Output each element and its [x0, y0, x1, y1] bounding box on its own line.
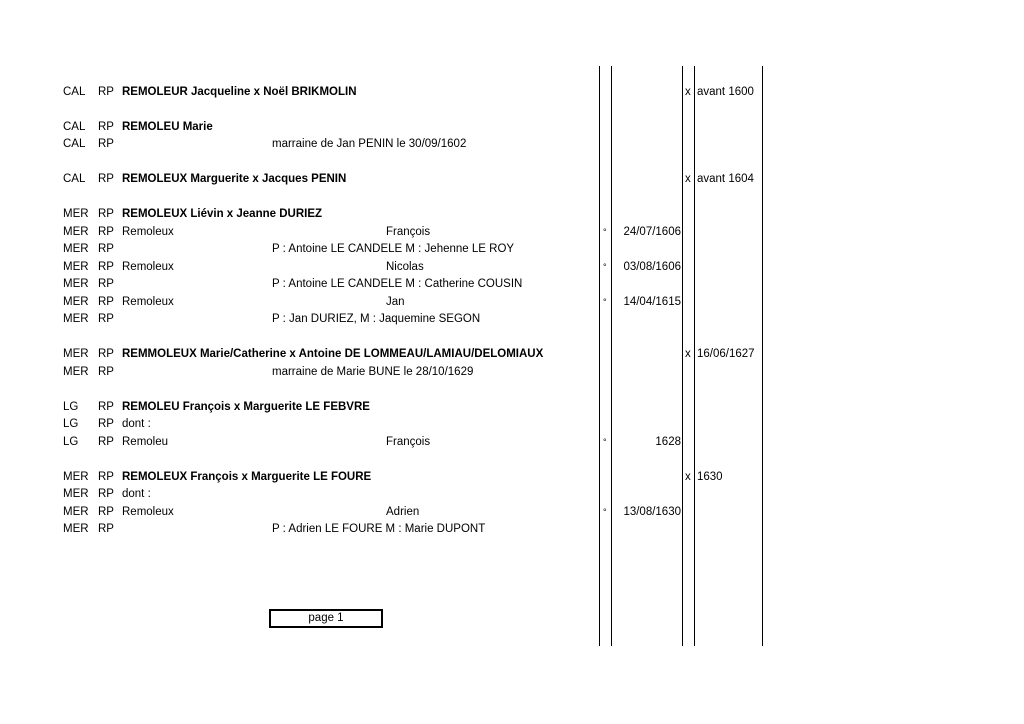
- register-code: RP: [98, 506, 114, 518]
- record-row: [0, 136, 1024, 153]
- child-surname: Remoleux: [122, 296, 174, 308]
- record-row: [0, 346, 1024, 363]
- register-code: RP: [98, 348, 114, 360]
- location-code: MER: [63, 208, 89, 220]
- couple-name: REMOLEUX Marguerite x Jacques PENIN: [122, 173, 347, 185]
- godparents: P : Antoine LE CANDELE M : Jehenne LE ROY: [272, 243, 515, 255]
- record-row: [0, 364, 1024, 381]
- register-code: RP: [98, 278, 114, 290]
- register-code: RP: [98, 418, 114, 430]
- birth-mark: °: [603, 227, 607, 237]
- record-row: [0, 119, 1024, 136]
- record-row: [0, 469, 1024, 486]
- birth-date: 14/04/1615: [623, 296, 681, 308]
- location-code: MER: [63, 471, 89, 483]
- marriage-date: 16/06/1627: [697, 348, 755, 360]
- register-code: RP: [98, 86, 114, 98]
- register-code: RP: [98, 523, 114, 535]
- record-row: [0, 486, 1024, 503]
- location-code: MER: [63, 296, 89, 308]
- record-row: [0, 241, 1024, 258]
- record-row: [0, 311, 1024, 328]
- record-row: [0, 504, 1024, 521]
- couple-name: REMOLEUX Liévin x Jeanne DURIEZ: [122, 208, 323, 220]
- location-code: MER: [63, 278, 89, 290]
- record-detail: marraine de Jan PENIN le 30/09/1602: [272, 138, 467, 150]
- register-code: RP: [98, 296, 114, 308]
- record-row: [0, 276, 1024, 293]
- record-row: [0, 84, 1024, 101]
- godparents: P : Antoine LE CANDELE M : Catherine COUSIN: [272, 278, 523, 290]
- register-code: RP: [98, 471, 114, 483]
- birth-date: 03/08/1606: [623, 261, 681, 273]
- register-code: RP: [98, 173, 114, 185]
- godparents: P : Adrien LE FOURE M : Marie DUPONT: [272, 523, 486, 535]
- location-code: MER: [63, 523, 89, 535]
- children-label: dont :: [122, 488, 151, 500]
- birth-date: 24/07/1606: [623, 226, 681, 238]
- register-code: RP: [98, 401, 114, 413]
- register-code: RP: [98, 366, 114, 378]
- location-code: MER: [63, 243, 89, 255]
- location-code: MER: [63, 488, 89, 500]
- record-row: [0, 224, 1024, 241]
- birth-date: 1628: [655, 436, 681, 448]
- couple-name: REMOLEU François x Marguerite LE FEBVRE: [122, 401, 370, 413]
- location-code: LG: [63, 401, 79, 413]
- location-code: CAL: [63, 86, 86, 98]
- child-given-name: François: [386, 436, 431, 448]
- couple-name: REMOLEUR Jacqueline x Noël BRIKMOLIN: [122, 86, 357, 98]
- marriage-mark: x: [685, 471, 691, 483]
- location-code: MER: [63, 313, 89, 325]
- birth-date: 13/08/1630: [623, 506, 681, 518]
- child-surname: Remoleux: [122, 226, 174, 238]
- person-name: REMOLEU Marie: [122, 121, 213, 133]
- child-given-name: Jan: [386, 296, 405, 308]
- location-code: MER: [63, 348, 89, 360]
- location-code: MER: [63, 506, 89, 518]
- record-row: [0, 399, 1024, 416]
- register-code: RP: [98, 313, 114, 325]
- location-code: LG: [63, 418, 79, 430]
- record-row: [0, 294, 1024, 311]
- couple-name: REMOLEUX François x Marguerite LE FOURE: [122, 471, 372, 483]
- couple-name: REMMOLEUX Marie/Catherine x Antoine DE LOMMEAU/LAMIAU/DELOMIAUX: [122, 348, 544, 360]
- record-row: [0, 206, 1024, 223]
- birth-mark: °: [603, 507, 607, 517]
- location-code: MER: [63, 226, 89, 238]
- page-number-box: page 1: [269, 609, 383, 628]
- register-code: RP: [98, 208, 114, 220]
- marriage-date: avant 1600: [697, 86, 754, 98]
- child-surname: Remoleux: [122, 506, 174, 518]
- marriage-mark: x: [685, 173, 691, 185]
- marriage-mark: x: [685, 348, 691, 360]
- location-code: CAL: [63, 138, 86, 150]
- record-row: [0, 259, 1024, 276]
- register-code: RP: [98, 138, 114, 150]
- child-surname: Remoleux: [122, 261, 174, 273]
- birth-mark: °: [603, 297, 607, 307]
- register-code: RP: [98, 226, 114, 238]
- record-row: [0, 416, 1024, 433]
- birth-mark: °: [603, 262, 607, 272]
- child-given-name: François: [386, 226, 431, 238]
- register-code: RP: [98, 436, 114, 448]
- register-code: RP: [98, 121, 114, 133]
- location-code: MER: [63, 366, 89, 378]
- child-given-name: Adrien: [386, 506, 420, 518]
- register-code: RP: [98, 243, 114, 255]
- children-label: dont :: [122, 418, 151, 430]
- register-code: RP: [98, 261, 114, 273]
- marriage-mark: x: [685, 86, 691, 98]
- godparents: P : Jan DURIEZ, M : Jaquemine SEGON: [272, 313, 481, 325]
- marriage-date: 1630: [697, 471, 723, 483]
- record-row: [0, 434, 1024, 451]
- birth-mark: °: [603, 437, 607, 447]
- location-code: MER: [63, 261, 89, 273]
- register-code: RP: [98, 488, 114, 500]
- child-given-name: Nicolas: [386, 261, 424, 273]
- location-code: CAL: [63, 121, 86, 133]
- record-detail: marraine de Marie BUNE le 28/10/1629: [272, 366, 474, 378]
- location-code: CAL: [63, 173, 86, 185]
- location-code: LG: [63, 436, 79, 448]
- record-row: [0, 171, 1024, 188]
- marriage-date: avant 1604: [697, 173, 754, 185]
- record-row: [0, 521, 1024, 538]
- child-surname: Remoleu: [122, 436, 169, 448]
